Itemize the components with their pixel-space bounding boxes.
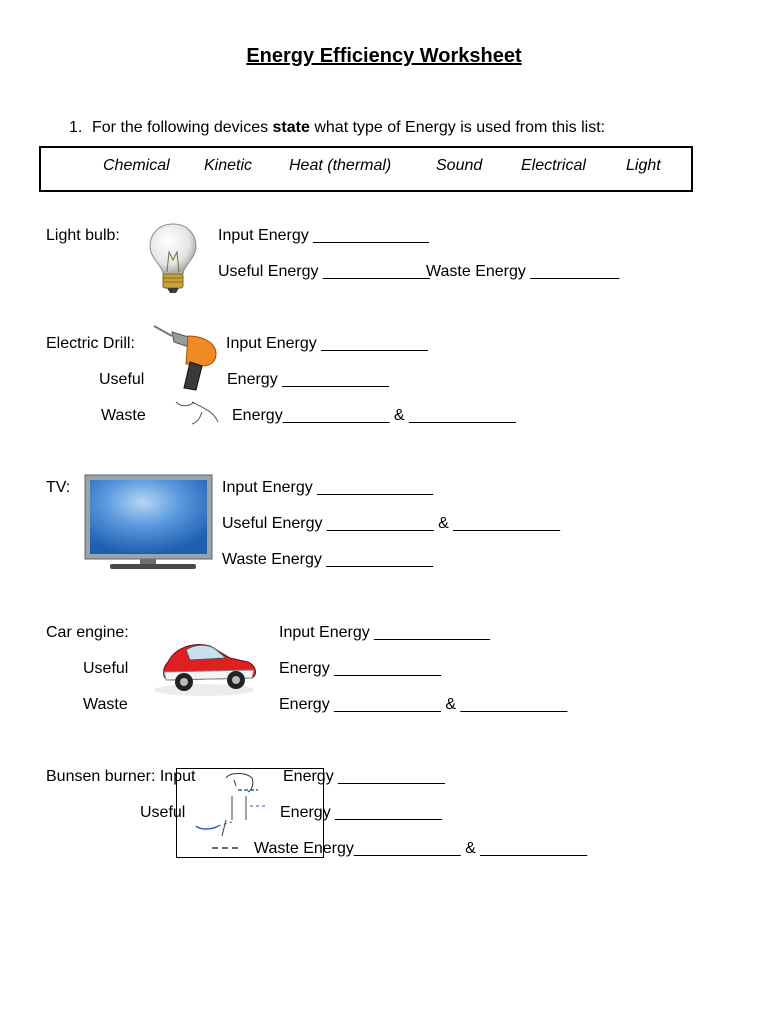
question-number: 1. [69, 119, 83, 136]
car-engine-useful-energy: Energy ____________ [279, 660, 441, 677]
tv-waste-energy: Waste Energy ____________ [222, 551, 434, 568]
car-icon [144, 632, 262, 708]
electric-drill-waste-energy: Energy____________ & ____________ [232, 407, 516, 424]
light-bulb-icon [148, 222, 198, 294]
energy-type-sound: Sound [436, 157, 483, 174]
tv-icon [84, 474, 214, 572]
bunsen-burner-useful-energy: Energy ____________ [280, 804, 442, 821]
energy-type-chemical: Chemical [103, 157, 170, 174]
electric-drill-icon [152, 322, 222, 428]
light-bulb-waste-energy: Waste Energy __________ [426, 263, 620, 280]
electric-drill-input-energy: Input Energy ____________ [226, 335, 428, 352]
energy-types-box [39, 146, 693, 192]
energy-type-light: Light [626, 157, 661, 174]
light-bulb-useful-energy: Useful Energy ____________ [218, 263, 430, 280]
bunsen-burner-label: Bunsen burner: Input [46, 768, 196, 785]
electric-drill-waste-label: Waste [101, 407, 146, 424]
electric-drill-useful-label: Useful [99, 371, 145, 388]
car-engine-waste-label: Waste [83, 696, 128, 713]
light-bulb-input-energy: Input Energy _____________ [218, 227, 429, 244]
electric-drill-label: Electric Drill: [46, 335, 135, 352]
question-text [92, 118, 605, 138]
worksheet-title: Energy Efficiency Worksheet [246, 45, 522, 67]
question-bold-word: state [272, 119, 310, 136]
car-engine-waste-energy: Energy ____________ & ____________ [279, 696, 568, 713]
tv-useful-energy: Useful Energy ____________ & ____________ [222, 515, 561, 532]
car-engine-input-energy: Input Energy _____________ [279, 624, 490, 641]
question-text-before: For the following devices [92, 119, 273, 136]
bunsen-burner-input-energy: Energy ____________ [283, 768, 445, 785]
energy-type-heat: Heat (thermal) [289, 157, 392, 174]
question-text-after: what type of Energy is used from this list: [309, 119, 606, 136]
electric-drill-useful-energy: Energy ____________ [227, 371, 389, 388]
tv-label: TV: [46, 479, 71, 496]
car-engine-useful-label: Useful [83, 660, 129, 677]
car-engine-label: Car engine: [46, 624, 129, 641]
bunsen-burner-useful-label: Useful [140, 804, 186, 821]
energy-type-kinetic: Kinetic [204, 157, 253, 174]
energy-type-electrical: Electrical [521, 157, 586, 174]
bunsen-burner-waste-energy: Waste Energy____________ & ____________ [254, 840, 588, 857]
light-bulb-label: Light bulb: [46, 227, 120, 244]
tv-input-energy: Input Energy _____________ [222, 479, 433, 496]
